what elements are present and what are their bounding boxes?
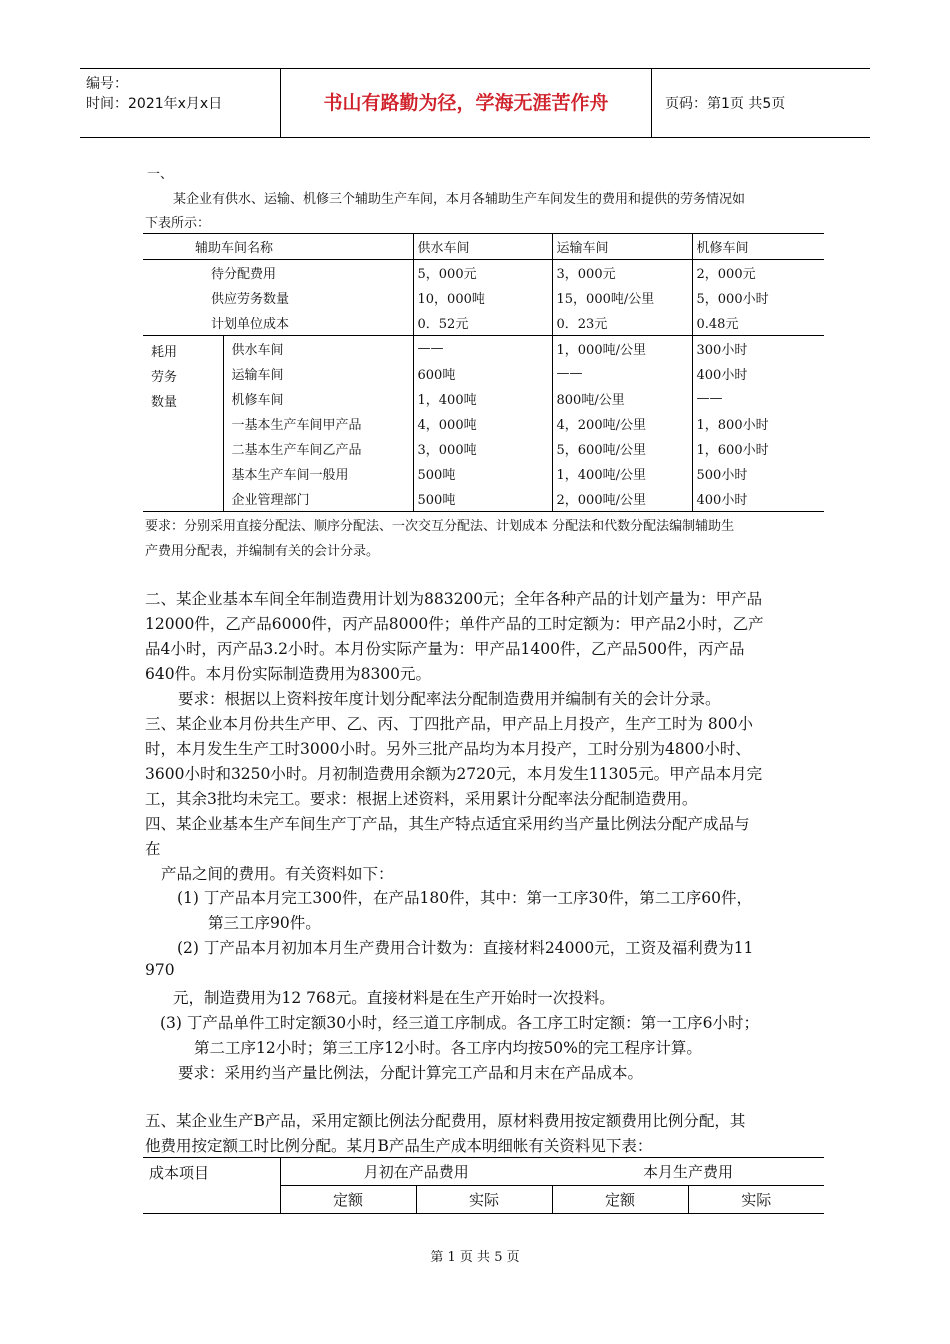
table-header-cell: 定额	[280, 1186, 416, 1214]
table-cell: ——	[413, 336, 552, 362]
table-cell: 1，000吨/公里	[552, 336, 692, 362]
table-cell: ——	[692, 386, 824, 411]
page-footer: 第 1 页 共 5 页	[430, 1250, 520, 1265]
table-header-cell: 机修车间	[692, 234, 824, 260]
table-cell: 600吨	[413, 361, 552, 386]
table-header-row	[143, 1158, 824, 1186]
header-slogan: 书山有路勤为径，学海无涯苦作舟	[281, 69, 652, 137]
q2-line: 640件。本月份实际制造费用为8300元。	[145, 665, 432, 683]
q5-line: 五、某企业生产B产品，采用定额比例法分配费用，原材料费用按定额费用比例分配，其	[145, 1112, 746, 1130]
q4-item2-line: (2) 丁产品本月初加本月生产费用合计数为：直接材料24000元，工资及福利费为11	[177, 939, 754, 957]
row-label: 供水车间	[223, 336, 413, 362]
row-label: 机修车间	[223, 386, 413, 411]
q3-line: 时，本月发生生产工时3000小时。另外三批产品均为本月投产，工时分别为4800小时、	[145, 740, 751, 758]
table-cell: 800吨/公里	[552, 386, 692, 411]
table-row	[143, 260, 824, 286]
q5-line: 他费用按定额工时比例分配。某月B产品生产成本明细帐有关资料见下表：	[145, 1137, 653, 1155]
table-cell: 500吨	[413, 486, 552, 512]
table-cell: 0.48元	[692, 310, 824, 336]
table-header-cell: 实际	[416, 1186, 552, 1214]
q4-item2-line: 元，制造费用为12 768元。直接材料是在生产开始时一次投料。	[173, 989, 615, 1007]
q4-line: 产品之间的费用。有关资料如下：	[161, 865, 394, 883]
q3-line: 工，其余3批均未完工。要求：根据上述资料，采用累计分配率法分配制造费用。	[145, 790, 698, 808]
table-cell: 1，800小时	[692, 411, 824, 436]
header-page-number: 页码：第1页 共5页	[665, 96, 786, 112]
table-header-cell: 实际	[688, 1186, 824, 1214]
table-cell: 1，400吨/公里	[552, 461, 692, 486]
table-cell: 2，000元	[692, 260, 824, 286]
table-row	[143, 486, 824, 512]
table-header-cell: 辅助车间名称	[143, 234, 413, 260]
table-row	[143, 310, 824, 336]
table-cell: 4，200吨/公里	[552, 411, 692, 436]
cost-item-header: 成本项目	[143, 1158, 280, 1214]
side-label-line: 劳务	[151, 370, 178, 385]
table-cell: 1，600小时	[692, 436, 824, 461]
q2-line: 二、某企业基本车间全年制造费用计划为883200元；全年各种产品的计划产量为：甲产品	[145, 590, 763, 608]
consumption-side-label	[143, 336, 223, 512]
row-label: 企业管理部门	[223, 486, 413, 512]
q4-item1-line: (1) 丁产品本月完工300件，在产品180件，其中：第一工序30件，第二工序60件，	[177, 889, 753, 907]
q2-requirement: 要求：根据以上资料按年度计划分配率法分配制造费用并编制有关的会计分录。	[178, 690, 721, 708]
current-month-header: 本月生产费用	[552, 1158, 824, 1186]
table-row	[143, 285, 824, 310]
table-cell: 15，000吨/公里	[552, 285, 692, 310]
opening-wip-header: 月初在产品费用	[280, 1158, 552, 1186]
q1-requirement-line2: 产费用分配表，并编制有关的会计分录。	[145, 544, 380, 559]
table-cell: 10，000吨	[413, 285, 552, 310]
q3-line: 三、某企业本月份共生产甲、乙、丙、丁四批产品，甲产品上月投产，生产工时为 800小	[145, 715, 754, 733]
q4-item1-line: 第三工序90件。	[208, 914, 321, 932]
q4-requirement: 要求：采用约当产量比例法，分配计算完工产品和月末在产品成本。	[178, 1064, 644, 1082]
table-cell: 5，000小时	[692, 285, 824, 310]
q1-intro-line2: 下表所示：	[145, 216, 211, 231]
table-cell: 2，000吨/公里	[552, 486, 692, 512]
row-label: 运输车间	[223, 361, 413, 386]
q3-line: 3600小时和3250小时。月初制造费用余额为2720元，本月发生11305元。甲产品本月完	[145, 765, 763, 783]
table-cell: ——	[552, 361, 692, 386]
table-header-cell: 运输车间	[552, 234, 692, 260]
row-label: 供应劳务数量	[211, 292, 290, 307]
table-cell: 400小时	[692, 361, 824, 386]
q4-item3-line: (3) 丁产品单件工时定额30小时，经三道工序制成。各工序工时定额：第一工序6小时；	[160, 1014, 759, 1032]
table-cell: 4，000吨	[413, 411, 552, 436]
q4-line: 在	[145, 840, 161, 858]
table-row	[143, 461, 824, 486]
table-cell: 3，000元	[552, 260, 692, 286]
table-cell: 3，000吨	[413, 436, 552, 461]
q1-heading: 一、	[147, 167, 174, 182]
table-cell: 5，000元	[413, 260, 552, 286]
table-row	[143, 386, 824, 411]
row-label: 待分配费用	[211, 267, 277, 282]
document-time: 时间：2021年x月x日	[86, 96, 223, 112]
table-row	[143, 436, 824, 461]
q5-cost-table	[143, 1157, 824, 1214]
table-cell: 300小时	[692, 336, 824, 362]
table-header-cell: 定额	[552, 1186, 688, 1214]
table-row	[143, 411, 824, 436]
table-cell: 0．52元	[413, 310, 552, 336]
table-cell: 0．23元	[552, 310, 692, 336]
q1-allocation-table	[143, 233, 824, 512]
page-header	[80, 68, 870, 138]
table-row	[143, 361, 824, 386]
q1-requirement-line1: 要求：分别采用直接分配法、顺序分配法、一次交互分配法、计划成本 分配法和代数分配法编制辅助生	[145, 519, 735, 534]
q2-line: 品4小时，丙产品3.2小时。本月份实际产量为：甲产品1400件，乙产品500件，丙产品	[145, 640, 745, 658]
table-header-row	[143, 234, 824, 260]
side-label-line: 数量	[151, 395, 178, 410]
row-label: 一基本生产车间甲产品	[223, 411, 413, 436]
q4-line: 四、某企业基本生产车间生产丁产品，其生产特点适宜采用约当产量比例法分配产成品与	[145, 815, 750, 833]
q2-line: 12000件，乙产品6000件，丙产品8000件；单件产品的工时定额为：甲产品2小时，乙产	[145, 615, 764, 633]
table-header-cell: 供水车间	[413, 234, 552, 260]
table-cell: 500吨	[413, 461, 552, 486]
row-label: 计划单位成本	[143, 310, 413, 336]
table-cell: 5，600吨/公里	[552, 436, 692, 461]
table-cell: 1，400吨	[413, 386, 552, 411]
q4-item3-line: 第二工序12小时；第三工序12小时。各工序内均按50%的完工程序计算。	[194, 1039, 702, 1057]
row-label: 二基本生产车间乙产品	[223, 436, 413, 461]
header-meta	[80, 69, 281, 137]
document-number: 编号：	[86, 76, 128, 92]
side-label-line: 耗用	[151, 345, 178, 360]
table-row	[143, 336, 824, 362]
q4-item2-line: 970	[145, 961, 175, 979]
table-cell: 500小时	[692, 461, 824, 486]
q1-intro-line1: 某企业有供水、运输、机修三个辅助生产车间，本月各辅助生产车间发生的费用和提供的劳务情况如	[173, 192, 746, 207]
row-label: 基本生产车间一般用	[223, 461, 413, 486]
table-cell: 400小时	[692, 486, 824, 512]
